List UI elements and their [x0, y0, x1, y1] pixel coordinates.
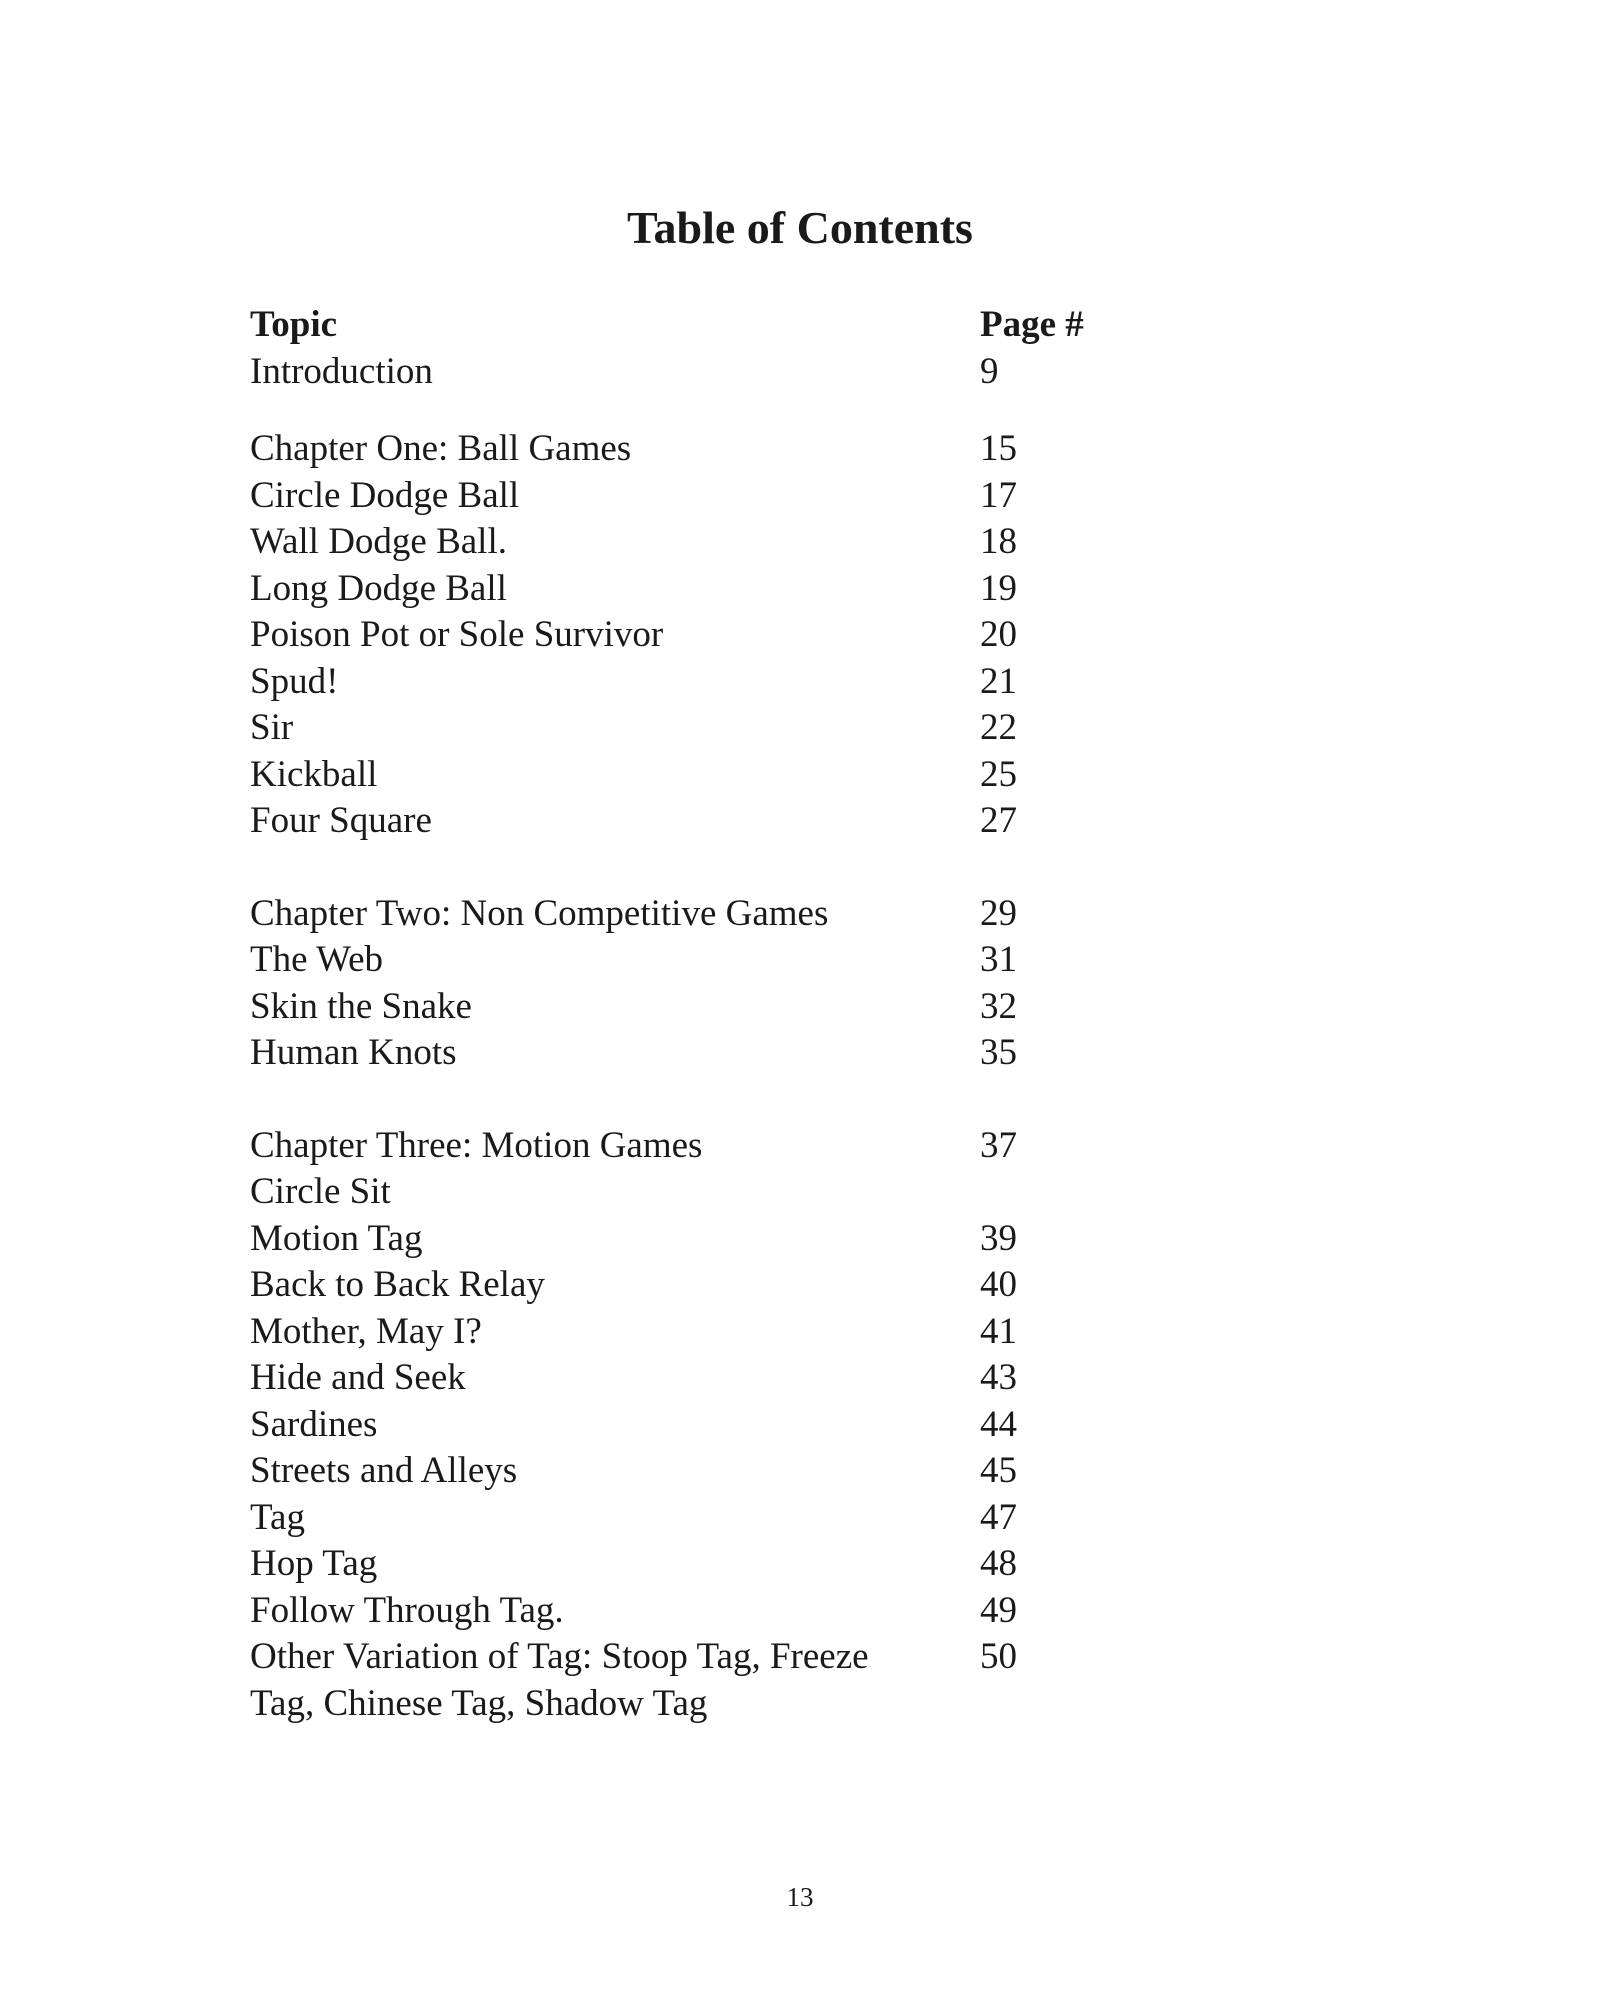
toc-row: [250, 1634, 1400, 1681]
toc-topic: Circle Dodge Ball: [250, 474, 520, 516]
toc-topic: Follow Through Tag.: [250, 1589, 564, 1631]
toc-topic: Poison Pot or Sole Survivor: [250, 614, 664, 655]
toc-topic: Circle Sit: [250, 1171, 391, 1212]
topic-column-header: Topic: [250, 304, 338, 345]
page-column-header: Page #: [980, 304, 1084, 345]
toc-header-row: [250, 302, 1400, 349]
toc-topic: Skin the Snake: [250, 985, 472, 1027]
toc-topic: Introduction: [250, 350, 433, 392]
toc-page: 45: [980, 1450, 1017, 1491]
toc-row: [250, 752, 1400, 799]
toc-page: 48: [980, 1543, 1017, 1584]
toc-row: [250, 891, 1400, 938]
toc-page: 37: [980, 1124, 1017, 1166]
toc-page: 20: [980, 614, 1017, 655]
toc-row: [250, 1588, 1400, 1635]
page-number: 13: [786, 1882, 814, 1912]
toc-page: 35: [980, 1032, 1017, 1073]
toc-topic: Tag, Chinese Tag, Shadow Tag: [250, 1682, 708, 1724]
toc-page: 9: [980, 350, 999, 392]
toc-row: [250, 1309, 1400, 1356]
toc-topic: The Web: [250, 939, 383, 980]
toc-row: [250, 1402, 1400, 1449]
toc-row: [250, 1541, 1400, 1588]
toc-row: [250, 473, 1400, 520]
toc-topic: Chapter Two: Non Competitive Games: [250, 892, 829, 934]
toc-page: 47: [980, 1496, 1017, 1538]
toc-page: 17: [980, 474, 1017, 516]
toc-topic: Four Square: [250, 800, 432, 841]
toc-row: [250, 984, 1400, 1031]
toc-row: [250, 1030, 1400, 1077]
toc-page: 27: [980, 800, 1017, 841]
toc-topic: Other Variation of Tag: Stoop Tag, Freeze: [250, 1636, 869, 1677]
toc-page: 49: [980, 1589, 1017, 1631]
toc-topic: Kickball: [250, 753, 378, 795]
toc-page: 15: [980, 428, 1017, 469]
toc-page: 31: [980, 939, 1017, 980]
section-spacer: [250, 395, 1400, 426]
chapter-one-section: [250, 426, 1400, 845]
toc-topic: Human Knots: [250, 1032, 457, 1073]
toc-topic: Hide and Seek: [250, 1357, 466, 1398]
table-of-contents: [250, 302, 1400, 1727]
toc-topic: Sardines: [250, 1403, 378, 1445]
toc-topic: Tag: [250, 1496, 305, 1538]
toc-page: 25: [980, 753, 1017, 795]
toc-row: [250, 1495, 1400, 1542]
toc-page: 18: [980, 521, 1017, 562]
section-spacer: [250, 845, 1400, 891]
toc-page: 29: [980, 892, 1017, 934]
toc-page: 43: [980, 1357, 1017, 1398]
toc-row: [250, 1123, 1400, 1170]
toc-page: 44: [980, 1403, 1017, 1445]
toc-topic: Back to Back Relay: [250, 1264, 545, 1305]
toc-page: 19: [980, 567, 1017, 609]
chapter-two-section: [250, 891, 1400, 1077]
toc-row: [250, 1448, 1400, 1495]
section-spacer: [250, 1077, 1400, 1123]
toc-page: 41: [980, 1310, 1017, 1352]
toc-page: 50: [980, 1636, 1017, 1677]
toc-row: [250, 1169, 1400, 1216]
toc-row: [250, 1216, 1400, 1263]
toc-topic: Streets and Alleys: [250, 1450, 518, 1491]
toc-page: 22: [980, 707, 1017, 748]
page-title: Table of Contents: [627, 202, 973, 253]
toc-topic: Chapter One: Ball Games: [250, 428, 632, 469]
toc-topic: Hop Tag: [250, 1543, 378, 1584]
toc-row: [250, 659, 1400, 706]
toc-row: [250, 1681, 1400, 1728]
toc-row: [250, 705, 1400, 752]
toc-page: 21: [980, 660, 1017, 702]
toc-page: 39: [980, 1217, 1017, 1259]
toc-topic: Motion Tag: [250, 1217, 423, 1259]
toc-row: [250, 937, 1400, 984]
toc-topic: Wall Dodge Ball.: [250, 521, 507, 562]
toc-row-introduction: [250, 349, 1400, 396]
toc-row: [250, 1262, 1400, 1309]
toc-topic: Chapter Three: Motion Games: [250, 1124, 703, 1166]
toc-row: [250, 566, 1400, 613]
toc-row: [250, 426, 1400, 473]
toc-topic: Mother, May I?: [250, 1310, 482, 1352]
chapter-three-section: [250, 1123, 1400, 1728]
toc-row: [250, 1355, 1400, 1402]
toc-page: 32: [980, 985, 1017, 1027]
toc-row: [250, 798, 1400, 845]
toc-topic: Long Dodge Ball: [250, 567, 507, 609]
toc-page: 40: [980, 1264, 1017, 1305]
toc-topic: Sir: [250, 707, 294, 748]
toc-row: [250, 519, 1400, 566]
toc-topic: Spud!: [250, 660, 339, 702]
toc-row: [250, 612, 1400, 659]
